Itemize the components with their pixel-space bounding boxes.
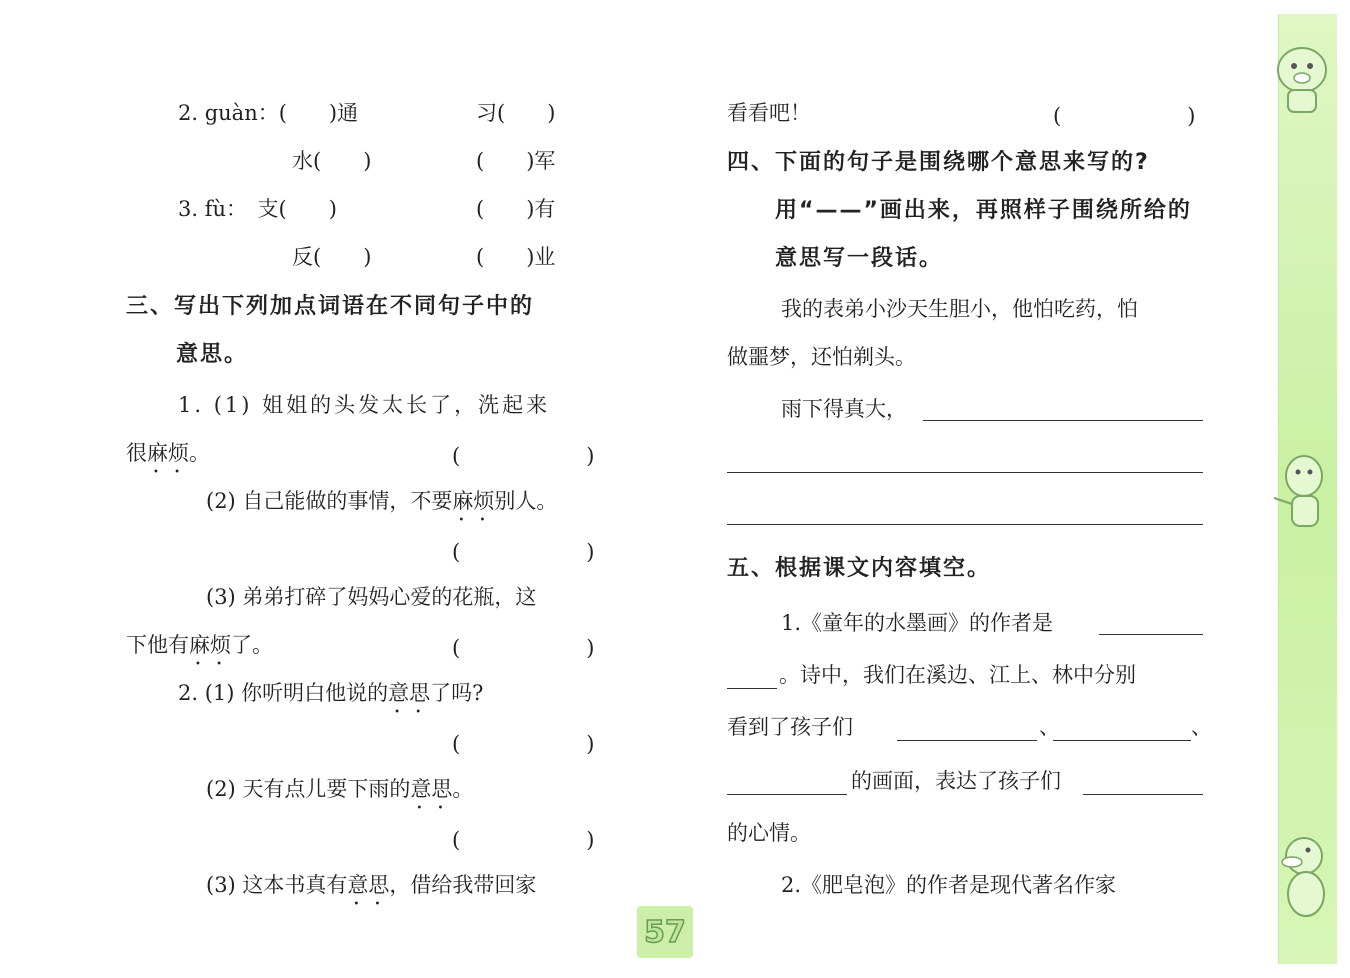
duck-mascot-icon	[1262, 820, 1342, 930]
answer-paren[interactable]: ( )	[452, 444, 595, 468]
section-4-title-line1: 四、下面的句子是围绕哪个意思来写的?	[727, 150, 1150, 175]
fill-blank[interactable]	[1099, 634, 1203, 635]
emphasis-word: 麻烦 • •	[147, 440, 189, 466]
q3-line1-b: ( )有	[476, 197, 556, 221]
q3-line2-a: 反( )	[292, 245, 372, 269]
answer-paren[interactable]: ( )	[452, 828, 595, 852]
separator: 、	[1191, 715, 1212, 739]
writing-line[interactable]	[923, 420, 1203, 421]
fill-1-line4: 的画面，表达了孩子们	[851, 769, 1061, 793]
q2-line1-b: 习( )	[476, 101, 556, 125]
sentence-2-3: (3) 这本书真有意思 • •，借给我带回家	[206, 872, 536, 898]
emphasis-word: 意思 • •	[410, 776, 452, 802]
section-5-title: 五、根据课文内容填空。	[727, 556, 992, 581]
fill-1-line5: 的心情。	[727, 821, 811, 845]
q2-line1-a: 2. guàn：( )通	[178, 101, 359, 125]
section-3-title-line1: 三、写出下列加点词语在不同句子中的	[126, 294, 535, 319]
example-line2: 做噩梦，还怕剃头。	[727, 345, 916, 369]
fill-blank[interactable]	[727, 794, 847, 795]
writing-line[interactable]	[727, 472, 1203, 473]
q2-line2-a: 水( )	[292, 149, 372, 173]
q3-line2-b: ( )业	[476, 245, 556, 269]
page-number: 57	[637, 906, 693, 958]
fill-blank[interactable]	[1083, 794, 1203, 795]
emphasis-word: 麻烦 • •	[189, 632, 231, 658]
q2-line2-b: ( )军	[476, 149, 556, 173]
separator: 、	[1039, 715, 1060, 739]
section-3-title-line2: 意思。	[176, 342, 249, 367]
sentence-1-2: (2) 自己能做的事情，不要麻烦 • •别人。	[206, 488, 557, 514]
sentence-1-1-line2: 很麻烦 • •。	[126, 440, 210, 466]
answer-paren[interactable]: ( )	[452, 540, 595, 564]
sentence-2-1: 2. (1) 你听明白他说的意思 • •了吗?	[178, 680, 483, 706]
answer-paren[interactable]: ( )	[1053, 104, 1196, 128]
sentence-1-3-line2: 下他有麻烦 • •了。	[126, 632, 273, 658]
fill-blank[interactable]	[897, 740, 1037, 741]
fill-1-line2: 。诗中，我们在溪边、江上、林中分别	[779, 663, 1136, 687]
sentence-1-3-line1: (3) 弟弟打碎了妈妈心爱的花瓶，这	[206, 585, 537, 609]
section-4-title-line3: 意思写一段话。	[775, 246, 944, 271]
emphasis-word: 麻烦 • •	[452, 488, 494, 514]
writing-line[interactable]	[727, 524, 1203, 525]
answer-paren[interactable]: ( )	[452, 636, 595, 660]
continued-text: 看看吧！	[727, 101, 811, 125]
sentence-2-2: (2) 天有点儿要下雨的意思 • •。	[206, 776, 473, 802]
emphasis-word: 意思 • •	[347, 872, 389, 898]
rain-prompt: 雨下得真大，	[781, 397, 907, 421]
fill-2-line1: 2.《肥皂泡》的作者是现代著名作家	[781, 873, 1117, 897]
fill-blank[interactable]	[727, 688, 777, 689]
answer-paren[interactable]: ( )	[452, 732, 595, 756]
emphasis-word: 意思 • •	[388, 680, 430, 706]
cartoon-animal-icon	[1262, 440, 1342, 540]
q3-line1-a: 3. fù： 支( )	[178, 197, 337, 221]
sentence-1-1-line1: 1. (1) 姐姐的头发太长了，洗起来	[178, 393, 551, 417]
fill-1-line3: 看到了孩子们	[727, 715, 853, 739]
example-line1: 我的表弟小沙天生胆小，他怕吃药，怕	[781, 297, 1138, 321]
fill-blank[interactable]	[1053, 740, 1191, 741]
fill-1-line1: 1.《童年的水墨画》的作者是	[781, 611, 1054, 635]
section-4-title-line2: 用“——”画出来，再照样子围绕所给的	[775, 198, 1192, 223]
pig-mascot-icon	[1262, 28, 1342, 118]
